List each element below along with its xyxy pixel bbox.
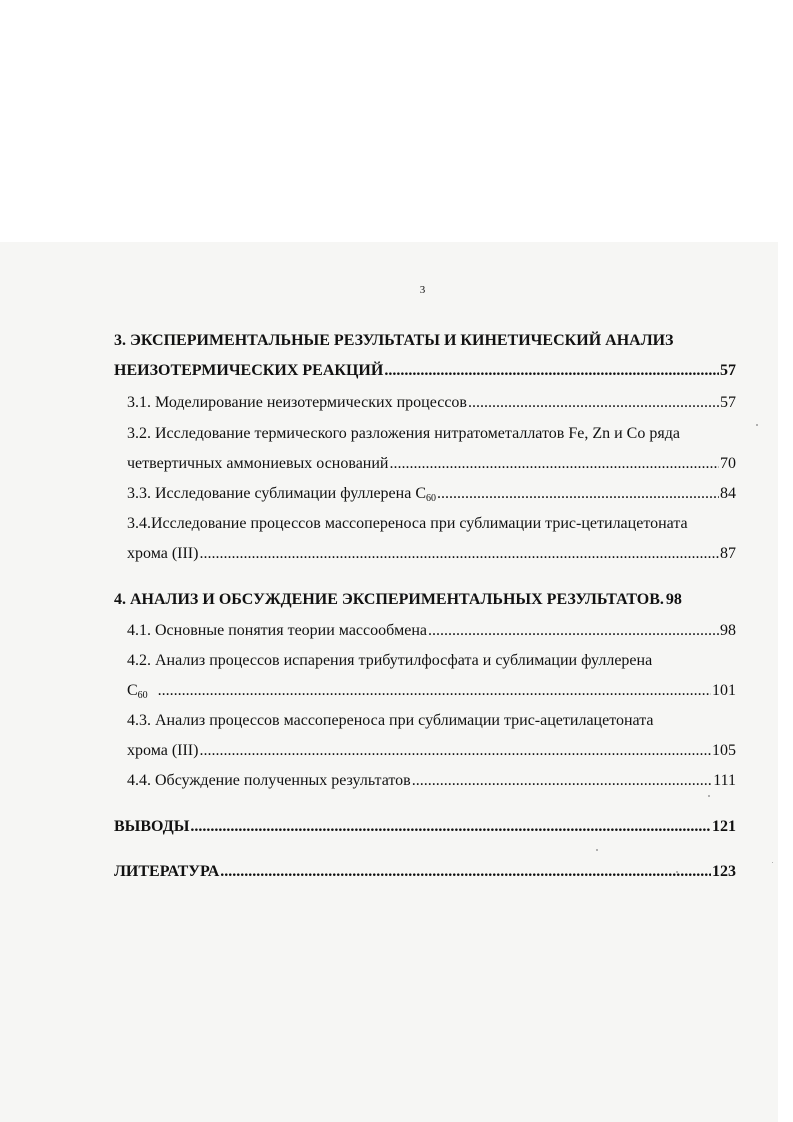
toc-entry-text: четвертичных аммониевых оснований [127, 455, 389, 472]
toc-entry-text: НЕИЗОТЕРМИЧЕСКИХ РЕАКЦИЙ [114, 362, 384, 379]
toc-entry-3-2-line1: 3.2. Исследование термического разложения нитратометаллатов Fe, Zn и Co ряда [127, 425, 680, 442]
toc-entry-4-3-line1: 4.3. Анализ процессов массопереноса при сублимации трис-ацетилацетоната [127, 712, 654, 729]
section-3-title-line1: 3. ЭКСПЕРИМЕНТАЛЬНЫЕ РЕЗУЛЬТАТЫ И КИНЕТИЧЕСКИЙ АНАЛИЗ [114, 332, 674, 349]
toc-entry-4-2-line2 [127, 681, 736, 701]
dot-leader [220, 862, 711, 882]
toc-page-number: 121 [712, 818, 736, 835]
dot-leader [412, 771, 712, 791]
references-entry [114, 862, 736, 882]
toc-page-number: 105 [712, 742, 736, 759]
toc-entry-3-1 [127, 393, 736, 413]
toc-page-number: 101 [712, 682, 736, 699]
dot-leader [190, 817, 711, 837]
toc-entry-text: 4.4. Обсуждение полученных результатов [127, 772, 411, 789]
toc-entry-4-3-line2 [127, 741, 736, 761]
toc-entry-4-2-line1: 4.2. Анализ процессов испарения трибутилфосфата и сублимации фуллерена [127, 652, 653, 669]
toc-entry-text: хрома (III) [127, 545, 199, 562]
dot-leader [437, 484, 719, 504]
dot-leader [468, 393, 719, 413]
subscript: 60 [426, 493, 436, 504]
dot-leader [158, 681, 711, 701]
toc-page-number: 84 [720, 485, 736, 502]
dot-leader [199, 544, 719, 564]
page-number: 3 [419, 284, 426, 296]
toc-entry-text: 3.1. Моделирование неизотермических процессов [127, 394, 467, 411]
toc-entry-text: 4. АНАЛИЗ И ОБСУЖДЕНИЕ ЭКСПЕРИМЕНТАЛЬНЫХ РЕЗУЛЬТАТОВ. [114, 591, 664, 608]
toc-entry-text: хрома (III) [127, 742, 199, 759]
toc-entry-text: ЛИТЕРАТУРА [114, 863, 220, 880]
toc-page-number: 57 [720, 362, 736, 379]
toc-page-number: 111 [713, 772, 736, 789]
toc-page-number: 98 [665, 591, 682, 608]
toc-entry-3-4-line2 [127, 544, 736, 564]
toc-entry-text: ВЫВОДЫ [114, 818, 190, 835]
toc-entry-text [127, 484, 436, 504]
section-4-title [114, 590, 736, 610]
dot-leader [428, 621, 719, 641]
dot-leader [199, 741, 711, 761]
toc-page-number: 87 [720, 545, 736, 562]
section-3-title-line2 [114, 361, 736, 381]
conclusions-entry [114, 817, 736, 837]
toc-page-number: 123 [712, 863, 736, 880]
toc-entry-3-2-line2 [127, 454, 736, 474]
toc-entry-text-main: С [127, 682, 138, 699]
dot-leader [384, 361, 719, 381]
toc-page-number: 70 [720, 455, 736, 472]
toc-entry-text [127, 681, 148, 701]
toc-page-number: 57 [720, 394, 736, 411]
toc-entry-text-main: 3.3. Исследование сублимации фуллерена С [127, 485, 426, 502]
toc-entry-3-4-line1: 3.4.Исследование процессов массопереноса при сублимации трис-цетилацетоната [127, 515, 688, 532]
toc-entry-3-3 [127, 484, 736, 504]
subscript: 60 [137, 690, 148, 701]
dot-leader [389, 454, 719, 474]
toc-page-number: 98 [720, 622, 736, 639]
toc-entry-text: 4.1. Основные понятия теории массообмена [127, 622, 427, 639]
toc-entry-4-1 [127, 621, 736, 641]
toc-entry-4-4 [127, 771, 736, 791]
